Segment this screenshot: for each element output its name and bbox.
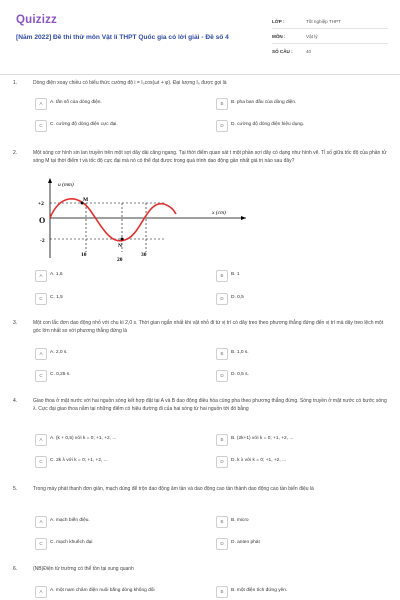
option-letter: B [216,516,228,528]
option-text: D. cường độ dòng điện hiệu dụng. [231,122,305,127]
x-tick-20: 20 [117,257,123,262]
meta-row-count [272,44,388,58]
quizizz-logo: Quizizz [16,14,58,26]
question-number: 6. [13,566,18,572]
option-d[interactable] [216,538,386,550]
option-letter: C [35,120,47,132]
option-a[interactable] [35,270,205,282]
option-text: B. pha ban đầu của dòng điện. [231,100,297,105]
option-b[interactable] [216,586,386,598]
meta-row-class [272,14,388,29]
option-text: A. một nam châm điện nuôi bằng dòng không đổi [50,588,155,593]
option-letter: C [35,456,47,468]
x-tick-30: 30 [141,252,147,258]
option-c[interactable] [35,293,205,305]
question-text: (NB)Điện từ trường có thể tồn tại xung quanh [33,566,134,572]
question-6 [13,566,388,600]
option-a[interactable] [35,348,205,360]
wave-graph [34,176,249,262]
point-n-label: N [118,243,122,249]
option-letter: B [216,348,228,360]
question-text: Một con lắc đơn dao động nhỏ với chu kì 2,0 s. Thời gian ngắn nhất khi vật nhỏ đi từ vị trí có dây treo theo phương thẳng đứng đến vị trí mà dây treo lệch một góc lớn nhất so với phương thẳng đứng là [33,320,384,334]
option-d[interactable] [216,120,386,132]
option-letter: A [35,586,47,598]
option-text: B. micro [231,518,249,523]
option-letter: B [216,586,228,598]
option-letter: B [216,270,228,282]
meta-value: Vật lý [306,33,318,39]
option-letter: A [35,516,47,528]
question-number: 2. [13,150,18,156]
option-text: A. mạch biến điệu. [50,518,90,523]
question-number: 4. [13,398,18,404]
option-a[interactable] [35,586,205,598]
option-d[interactable] [216,456,386,468]
option-b[interactable] [216,516,386,528]
option-letter: C [35,370,47,382]
option-text: D. 0,5 [231,295,244,300]
option-a[interactable] [35,98,205,110]
option-text: D. k λ với k = 0; +1, +2, ... [231,458,287,463]
option-c[interactable] [35,538,205,550]
meta-label: LỚP : [272,18,285,24]
x-tick-10: 10 [81,252,87,258]
option-letter: A [35,98,47,110]
option-text: B. 1,0 s. [231,350,249,355]
x-axis-arrow [241,216,246,220]
option-text: A. 1,6 [50,272,63,277]
option-letter: C [35,538,47,550]
meta-label: MÔN : [272,33,286,39]
option-b[interactable] [216,98,386,110]
option-text: D. anten phát [231,540,260,545]
question-text: Giao thoa ở mặt nước với hai nguồn sóng kết hợp đặt tại A và B dao động điều hòa cùng pha theo phương thẳng đứng. Sóng truyền ở mặt nước có bước sóng λ. Cực đại giao thoa nằm tại những điểm có hiệu đường đi của hai sóng từ hai nguồn tới đó bằng [33,398,387,412]
question-5 [13,486,388,551]
option-letter: A [35,434,47,446]
meta-label: SỐ CÂU : [272,48,293,54]
question-3 [13,320,388,385]
option-letter: B [216,434,228,446]
x-axis-label: x (cm) [212,210,226,216]
point-m-label: M [83,197,89,203]
option-letter: A [35,270,47,282]
meta-value: Tốt nghiệp THPT [306,18,341,24]
question-number: 5. [13,486,18,492]
option-text: C. 0,25 s. [50,372,71,377]
option-text: A. 2,0 s. [50,350,68,355]
option-b[interactable] [216,434,386,446]
y-tick-top: +2 [38,201,44,207]
question-text: Trong máy phát thanh đơn giản, mạch dùng để trộn dao động âm tần và dao động cao tần thành dao động cao tần biến điệu là [33,486,314,492]
question-number: 1. [13,80,18,86]
y-axis-arrow [48,178,52,183]
option-d[interactable] [216,293,386,305]
question-1 [13,80,388,140]
option-text: B. 1 [231,272,240,277]
wave-curve [50,199,176,241]
question-number: 3. [13,320,18,326]
y-tick-bottom: -2 [40,238,45,244]
header-divider [0,74,400,75]
question-text: Dòng điện xoay chiều có biểu thức cường độ i = I₀cos(ωt + φ). Đại lượng I₀ được gọi là [33,80,227,86]
option-letter: D [216,370,228,382]
meta-row-subject [272,29,388,44]
option-text: C. cường độ dòng điện cực đại. [50,122,118,127]
option-text: C. 2k λ với k = 0; +1, +2, ... [50,458,108,463]
point-n [121,238,124,241]
meta-value: 40 [306,48,312,54]
option-b[interactable] [216,270,386,282]
meta-box [272,14,388,58]
question-text: Một sóng cơ hình sin lan truyền trên một sợi dây dài căng ngang. Tại thời điểm quan sát t một phần sợi dây có dạng như hình vẽ. Tỉ số giữa tốc độ của phần tử sóng M tại thời điểm t và tốc độ cực đại mà nó có thể đạt được trong quá trình dao động gần nhất giá trị nào sau đây? [33,150,387,164]
option-letter: D [216,293,228,305]
option-text: A. (k + 0,5) với k = 0; +1, +2, ... [50,436,117,441]
page-title: [Năm 2022] Đề thi thử môn Vật lí THPT Quốc gia có lời giải - Đề số 4 [16,34,229,41]
option-c[interactable] [35,370,205,382]
option-text: A. tần số của dòng điện. [50,100,102,105]
question-4 [13,398,388,473]
option-letter: C [35,293,47,305]
origin-label: O [39,216,46,225]
y-axis-label: u (mm) [58,182,74,188]
option-letter: D [216,120,228,132]
option-text: C. 1,5 [50,295,63,300]
option-text: B. một điện tích đứng yên. [231,588,288,593]
option-c[interactable] [35,120,205,132]
option-a[interactable] [35,516,205,528]
option-text: C. mạch khuếch đại [50,540,93,545]
option-a[interactable] [35,434,205,446]
option-b[interactable] [216,348,386,360]
option-d[interactable] [216,370,386,382]
option-letter: D [216,538,228,550]
option-text: D. 0,5 s. [231,372,249,377]
option-letter: B [216,98,228,110]
option-c[interactable] [35,456,205,468]
option-letter: D [216,456,228,468]
option-letter: A [35,348,47,360]
option-text: B. (2k+1) với k = 0; +1, +2, ... [231,436,294,441]
